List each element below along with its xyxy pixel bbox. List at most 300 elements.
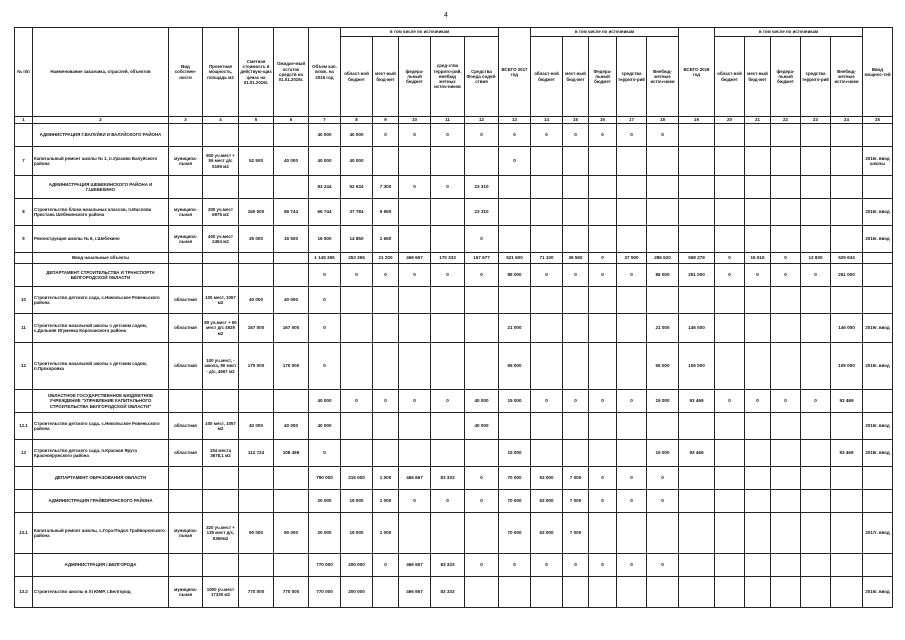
estimate-cell xyxy=(239,253,274,264)
value-cell: 0 xyxy=(771,264,801,287)
value-cell xyxy=(715,554,745,577)
value-cell: 200 000 xyxy=(341,577,373,608)
value-cell: 200 000 xyxy=(341,554,373,577)
value-cell xyxy=(617,226,647,253)
value-cell: 40 000 xyxy=(465,413,499,440)
object-name: Реконструкция школы № 6, г.Шебекино xyxy=(33,226,169,253)
object-name: Строительство детского сада, с.Никольское Ровеньского района xyxy=(33,413,169,440)
value-cell xyxy=(431,413,465,440)
value-cell xyxy=(589,226,617,253)
value-cell xyxy=(745,176,771,199)
estimate-cell xyxy=(239,490,274,513)
value-cell: 37 784 xyxy=(341,199,373,226)
column-number: 3 xyxy=(169,117,203,124)
column-number: 21 xyxy=(745,117,771,124)
value-cell: 770 000 xyxy=(309,554,341,577)
value-cell xyxy=(745,513,771,554)
value-cell: 15 515 xyxy=(745,253,771,264)
estimate-cell: 90 000 xyxy=(239,513,274,554)
value-cell: 0 xyxy=(715,253,745,264)
ownership-cell xyxy=(169,253,203,264)
value-cell: 71 100 xyxy=(531,253,563,264)
value-cell: 0 xyxy=(563,390,589,413)
value-cell xyxy=(801,124,831,147)
column-number: 6 xyxy=(274,117,309,124)
value-cell: 0 xyxy=(309,314,341,343)
value-cell: 93 469 xyxy=(679,440,715,467)
row-number xyxy=(15,490,33,513)
value-cell: 27 500 xyxy=(617,253,647,264)
value-cell: 1 000 xyxy=(373,513,399,554)
value-cell xyxy=(531,577,563,608)
table-row xyxy=(15,413,893,440)
value-cell xyxy=(589,440,617,467)
value-cell: 105 000 xyxy=(831,343,863,390)
row-number: 11 xyxy=(15,314,33,343)
commission-cell: 2016г. ввод школы xyxy=(863,147,893,176)
value-cell xyxy=(679,577,715,608)
row-number xyxy=(15,264,33,287)
section-name: ДЕПАРТАМЕНТ СТРОИТЕЛЬСТВА И ТРАНСПОРТА БЕЛГОРОДСКОЙ ОБЛАСТИ xyxy=(33,264,169,287)
column-number: 15 xyxy=(563,117,589,124)
value-cell xyxy=(745,440,771,467)
value-cell xyxy=(801,467,831,490)
remainder-cell: 170 000 xyxy=(274,343,309,390)
capacity-cell: 80 уч.мест + 60 мест д/с 4929 м2 xyxy=(203,314,239,343)
value-cell: 0 xyxy=(771,253,801,264)
column-number: 7 xyxy=(309,117,341,124)
value-cell: 0 xyxy=(647,490,679,513)
value-cell: 253 265 xyxy=(341,253,373,264)
value-cell: 0 xyxy=(647,554,679,577)
column-number: 16 xyxy=(589,117,617,124)
value-cell xyxy=(771,577,801,608)
header-territory-2018: средства террито-рий xyxy=(801,37,831,117)
header-territory-2017: средства террито-рий xyxy=(617,37,647,117)
value-cell: 466 667 xyxy=(399,467,431,490)
value-cell: 0 xyxy=(617,554,647,577)
estimate-cell xyxy=(239,124,274,147)
value-cell: 0 xyxy=(617,490,647,513)
value-cell: 1 000 xyxy=(373,467,399,490)
estimate-cell xyxy=(239,390,274,413)
value-cell: 0 xyxy=(531,390,563,413)
ownership-cell: областная xyxy=(169,287,203,314)
value-cell: 40 000 xyxy=(309,390,341,413)
value-cell xyxy=(801,413,831,440)
row-number xyxy=(15,124,33,147)
remainder-cell: 770 000 xyxy=(274,577,309,608)
commission-cell xyxy=(863,467,893,490)
value-cell xyxy=(399,513,431,554)
commission-cell: 2019г. ввод xyxy=(863,343,893,390)
value-cell: 0 xyxy=(801,390,831,413)
value-cell xyxy=(647,513,679,554)
value-cell: 0 xyxy=(431,124,465,147)
value-cell: 0 xyxy=(499,147,531,176)
value-cell xyxy=(531,176,563,199)
value-cell xyxy=(341,413,373,440)
value-cell xyxy=(715,314,745,343)
commission-cell: 2018г. ввод xyxy=(863,440,893,467)
object-name: Строительство школы в XI ЮМР, г.Белгород xyxy=(33,577,169,608)
value-cell xyxy=(399,287,431,314)
value-cell: 0 xyxy=(715,390,745,413)
section-name: Ввод начальные объекты xyxy=(33,253,169,264)
value-cell xyxy=(589,577,617,608)
column-number: 4 xyxy=(203,117,239,124)
value-cell xyxy=(715,467,745,490)
row-number: 13.1 xyxy=(15,513,33,554)
value-cell xyxy=(341,287,373,314)
value-cell: 0 xyxy=(531,124,563,147)
value-cell xyxy=(499,287,531,314)
header-local: мест-ный бюд-жет xyxy=(373,37,399,117)
value-cell: 0 xyxy=(399,390,431,413)
ownership-cell xyxy=(169,467,203,490)
header-ownership: Вид собствен-ности xyxy=(169,28,203,117)
estimate-cell xyxy=(239,264,274,287)
value-cell xyxy=(431,314,465,343)
section-name: АДМИНИСТРАЦИЯ Г.ВАЛУЙКИ И ВАЛУЙСКОГО РАЙОНА xyxy=(33,124,169,147)
value-cell: 0 xyxy=(647,467,679,490)
value-cell: 14 850 xyxy=(341,226,373,253)
value-cell xyxy=(679,413,715,440)
value-cell xyxy=(373,287,399,314)
value-cell: 215 000 xyxy=(341,467,373,490)
value-cell xyxy=(431,147,465,176)
value-cell xyxy=(499,176,531,199)
value-cell: 7 000 xyxy=(563,513,589,554)
value-cell: 0 xyxy=(589,467,617,490)
value-cell xyxy=(771,440,801,467)
value-cell: 1 000 xyxy=(373,490,399,513)
remainder-cell xyxy=(274,264,309,287)
capacity-cell xyxy=(203,467,239,490)
page-number: 4 xyxy=(444,12,448,19)
row-number: 13 xyxy=(15,440,33,467)
header-total2017: ВСЕГО 2017 год xyxy=(499,28,531,117)
value-cell: 167 677 xyxy=(465,253,499,264)
value-cell: 0 xyxy=(309,343,341,390)
value-cell xyxy=(373,343,399,390)
value-cell: 0 xyxy=(399,264,431,287)
value-cell xyxy=(465,287,499,314)
value-cell: 40 000 xyxy=(341,124,373,147)
value-cell: 40 000 xyxy=(465,390,499,413)
value-cell xyxy=(589,147,617,176)
header-group-2017: в том числе по источникам xyxy=(531,28,679,37)
ownership-cell xyxy=(169,176,203,199)
capacity-cell: 100 уч.мест, - школа, 80 мест - д/с, 4567 м2 xyxy=(203,343,239,390)
value-cell: 0 xyxy=(563,124,589,147)
value-cell: 0 xyxy=(589,390,617,413)
value-cell: 251 000 xyxy=(831,264,863,287)
value-cell: 52 634 xyxy=(341,176,373,199)
value-cell: 0 xyxy=(341,390,373,413)
value-cell: 105 000 xyxy=(679,343,715,390)
remainder-cell xyxy=(274,253,309,264)
row-number xyxy=(15,554,33,577)
column-number: 9 xyxy=(373,117,399,124)
value-cell: 0 xyxy=(589,253,617,264)
value-cell: 0 xyxy=(399,124,431,147)
remainder-cell: 108 469 xyxy=(274,440,309,467)
object-name: Строительство блока начальных классов, п.Маслова Пристань Шебекинского района xyxy=(33,199,169,226)
value-cell xyxy=(831,413,863,440)
value-cell xyxy=(647,199,679,226)
value-cell: 466 667 xyxy=(399,554,431,577)
remainder-cell: 40 000 xyxy=(274,413,309,440)
value-cell xyxy=(589,287,617,314)
value-cell xyxy=(589,176,617,199)
section-name: АДМИНИСТРАЦИЯ ШЕБЕКИНСКОГО РАЙОНА И Г.ШЕБЕКИНО xyxy=(33,176,169,199)
row-number: 9 xyxy=(15,226,33,253)
remainder-cell: 40 000 xyxy=(274,287,309,314)
column-number: 20 xyxy=(715,117,745,124)
value-cell xyxy=(531,343,563,390)
value-cell: 83 333 xyxy=(431,577,465,608)
value-cell: 0 xyxy=(465,554,499,577)
column-number: 10 xyxy=(399,117,431,124)
column-number: 13 xyxy=(499,117,531,124)
value-cell: 0 xyxy=(499,554,531,577)
investment-table xyxy=(14,27,893,608)
value-cell xyxy=(679,490,715,513)
value-cell: 36 560 xyxy=(563,253,589,264)
object-name: Строительство детского сада, с.Никольское Ровеньского района xyxy=(33,287,169,314)
ownership-cell xyxy=(169,264,203,287)
value-cell xyxy=(373,577,399,608)
value-cell xyxy=(589,199,617,226)
value-cell xyxy=(563,147,589,176)
column-number: 11 xyxy=(431,117,465,124)
commission-cell xyxy=(863,390,893,413)
value-cell xyxy=(801,490,831,513)
group-header-row xyxy=(15,28,893,37)
value-cell xyxy=(831,199,863,226)
header-num: № п/п xyxy=(15,28,33,117)
header-federal-2018: федера-льный бюджет xyxy=(771,37,801,117)
ownership-cell: муниципа-льная xyxy=(169,226,203,253)
value-cell xyxy=(617,147,647,176)
table-row xyxy=(15,314,893,343)
value-cell xyxy=(745,314,771,343)
object-name: Строительство начальной школы с детским садом, с.Дальняя Игуменка Корочанского района xyxy=(33,314,169,343)
capacity-cell xyxy=(203,264,239,287)
remainder-cell xyxy=(274,176,309,199)
value-cell: 525 634 xyxy=(831,253,863,264)
value-cell: 0 xyxy=(373,554,399,577)
value-cell: 0 xyxy=(617,467,647,490)
value-cell: 19 000 xyxy=(341,513,373,554)
value-cell xyxy=(563,413,589,440)
estimate-cell: 170 000 xyxy=(239,343,274,390)
value-cell xyxy=(745,490,771,513)
value-cell xyxy=(745,199,771,226)
value-cell xyxy=(647,147,679,176)
value-cell xyxy=(771,287,801,314)
value-cell xyxy=(531,314,563,343)
value-cell xyxy=(647,176,679,199)
header-extrabudget-2017: Внебюд-жетные источ-ники xyxy=(647,37,679,117)
value-cell xyxy=(531,226,563,253)
value-cell xyxy=(499,413,531,440)
value-cell xyxy=(801,199,831,226)
value-cell xyxy=(373,440,399,467)
value-cell: 86 000 xyxy=(647,264,679,287)
ownership-cell xyxy=(169,390,203,413)
value-cell xyxy=(465,343,499,390)
value-cell xyxy=(563,440,589,467)
value-cell xyxy=(563,314,589,343)
value-cell xyxy=(499,226,531,253)
value-cell xyxy=(679,287,715,314)
value-cell: 70 000 xyxy=(499,513,531,554)
value-cell: 65 000 xyxy=(647,343,679,390)
value-cell xyxy=(745,467,771,490)
value-cell xyxy=(801,554,831,577)
value-cell xyxy=(617,440,647,467)
value-cell xyxy=(771,343,801,390)
value-cell: 0 xyxy=(715,264,745,287)
column-number: 8 xyxy=(341,117,373,124)
value-cell: 770 000 xyxy=(309,577,341,608)
ownership-cell xyxy=(169,490,203,513)
value-cell xyxy=(771,314,801,343)
value-cell: 170 333 xyxy=(431,253,465,264)
value-cell xyxy=(745,124,771,147)
value-cell xyxy=(617,314,647,343)
value-cell xyxy=(563,176,589,199)
value-cell: 7 000 xyxy=(563,490,589,513)
capacity-cell xyxy=(203,176,239,199)
value-cell xyxy=(563,287,589,314)
value-cell xyxy=(745,413,771,440)
value-cell xyxy=(647,577,679,608)
value-cell xyxy=(679,467,715,490)
value-cell: 83 333 xyxy=(431,467,465,490)
section-name: АДМИНИСТРАЦИЯ г.БЕЛГОРОДА xyxy=(33,554,169,577)
value-cell xyxy=(771,513,801,554)
section-row xyxy=(15,467,893,490)
table-row xyxy=(15,343,893,390)
table-row xyxy=(15,199,893,226)
value-cell: 0 xyxy=(589,554,617,577)
value-cell xyxy=(399,147,431,176)
value-cell xyxy=(771,554,801,577)
value-cell xyxy=(771,467,801,490)
value-cell xyxy=(563,343,589,390)
column-number: 1 xyxy=(15,117,33,124)
remainder-cell: 16 500 xyxy=(274,226,309,253)
row-number: 7 xyxy=(15,147,33,176)
value-cell: 21 200 xyxy=(373,253,399,264)
column-number: 5 xyxy=(239,117,274,124)
row-number: 12 xyxy=(15,343,33,390)
value-cell: 93 469 xyxy=(831,390,863,413)
column-number: 14 xyxy=(531,117,563,124)
ownership-cell: областная xyxy=(169,343,203,390)
value-cell xyxy=(801,440,831,467)
remainder-cell: 40 000 xyxy=(274,147,309,176)
value-cell xyxy=(465,513,499,554)
estimate-cell: 40 000 xyxy=(239,287,274,314)
value-cell: 0 xyxy=(531,554,563,577)
value-cell xyxy=(531,147,563,176)
estimate-cell: 40 000 xyxy=(239,413,274,440)
ownership-cell: муниципа-льная xyxy=(169,199,203,226)
capacity-cell: 154 места 3678,1 м2 xyxy=(203,440,239,467)
value-cell: 7 000 xyxy=(563,467,589,490)
value-cell xyxy=(589,343,617,390)
header-territory-funds: сред-ства террито-рий, внебюд жетных источ-ников xyxy=(431,37,465,117)
header-name: Наименование заказчика, отраслей, объектов xyxy=(33,28,169,117)
value-cell xyxy=(341,343,373,390)
value-cell xyxy=(465,577,499,608)
value-cell xyxy=(617,199,647,226)
value-cell: 558 279 xyxy=(679,253,715,264)
object-name: Капитальный ремонт школы, с.Гора-Подол Грайворонского района xyxy=(33,513,169,554)
commission-cell: 2019г. ввод xyxy=(863,314,893,343)
value-cell xyxy=(373,147,399,176)
value-cell: 15 000 xyxy=(499,440,531,467)
remainder-cell: 167 000 xyxy=(274,314,309,343)
value-cell xyxy=(715,513,745,554)
value-cell xyxy=(563,199,589,226)
capacity-cell xyxy=(203,253,239,264)
header-group-2016: в том числе по источникам xyxy=(341,28,499,37)
remainder-cell xyxy=(274,490,309,513)
value-cell xyxy=(745,287,771,314)
value-cell: 70 000 xyxy=(499,490,531,513)
value-cell xyxy=(715,577,745,608)
header-capacity: Проектная мощность, площадь м2 xyxy=(203,28,239,117)
header-foundation: Средства Фонда содей-ствия xyxy=(465,37,499,117)
value-cell xyxy=(715,147,745,176)
object-name: Строительство начальной школы с детским садом, п.Прохоровка xyxy=(33,343,169,390)
value-cell xyxy=(831,577,863,608)
value-cell: 21 000 xyxy=(499,314,531,343)
value-cell: 20 000 xyxy=(309,513,341,554)
value-cell xyxy=(431,199,465,226)
value-cell xyxy=(617,413,647,440)
value-cell xyxy=(679,124,715,147)
value-cell: 23 310 xyxy=(465,199,499,226)
section-row xyxy=(15,124,893,147)
value-cell xyxy=(589,513,617,554)
value-cell: 0 xyxy=(309,264,341,287)
capacity-cell xyxy=(203,554,239,577)
value-cell xyxy=(399,343,431,390)
total-row xyxy=(15,253,893,264)
value-cell xyxy=(617,287,647,314)
value-cell xyxy=(431,226,465,253)
value-cell xyxy=(499,577,531,608)
remainder-cell xyxy=(274,124,309,147)
section-name: ДЕПАРТАМЕНТ ОБРАЗОВАНИЯ ОБЛАСТИ xyxy=(33,467,169,490)
estimate-cell: 112 724 xyxy=(239,440,274,467)
value-cell: 0 xyxy=(589,124,617,147)
value-cell xyxy=(589,314,617,343)
ownership-cell: областная xyxy=(169,314,203,343)
value-cell xyxy=(647,287,679,314)
value-cell: 93 469 xyxy=(679,390,715,413)
header-extrabudget-2018: Внебюд-жетные источ-ники xyxy=(831,37,863,117)
value-cell: 0 xyxy=(465,124,499,147)
value-cell: 0 xyxy=(431,176,465,199)
value-cell xyxy=(341,314,373,343)
